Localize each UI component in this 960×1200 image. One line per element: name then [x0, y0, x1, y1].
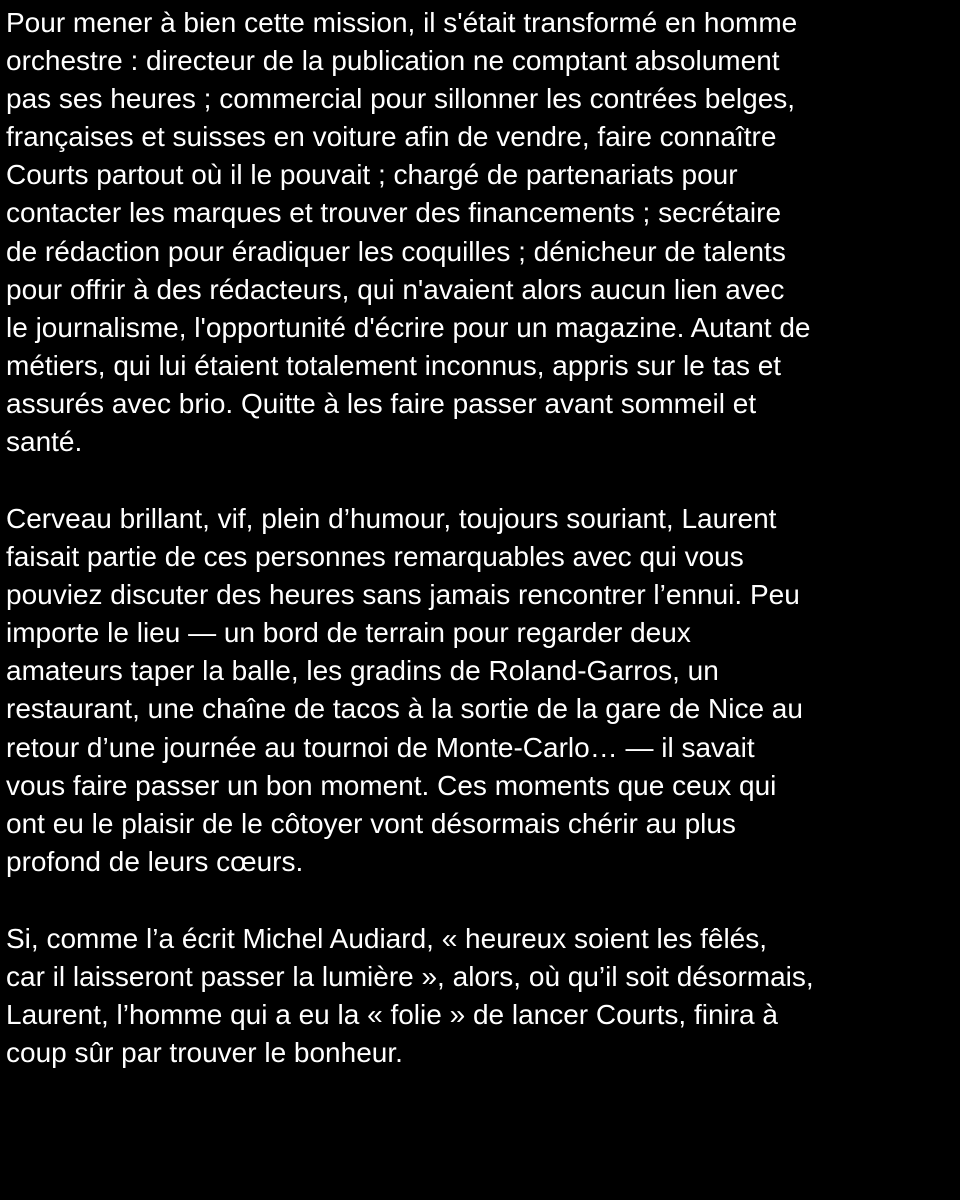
paragraph-mission [6, 4, 960, 461]
text-line: restaurant, une chaîne de tacos à la sortie de la gare de Nice au [6, 693, 803, 725]
text-line: retour d’une journée au tournoi de Monte-Carlo… — il savait [6, 731, 755, 763]
text-line: de rédaction pour éradiquer les coquilles ; dénicheur de talents [6, 235, 786, 267]
text-line: métiers, qui lui étaient totalement inconnus, appris sur le tas et [6, 349, 782, 381]
text-line: faisait partie de ces personnes remarquables avec qui vous [6, 541, 744, 573]
text-line: vous faire passer un bon moment. Ces moments que ceux qui [6, 769, 777, 801]
paragraph-closing [6, 920, 960, 1072]
text-line: orchestre : directeur de la publication ne comptant absolument [6, 45, 780, 77]
text-line: santé. [6, 426, 83, 458]
text-line: amateurs taper la balle, les gradins de Roland-Garros, un [6, 655, 719, 687]
text-line: Si, comme l’a écrit Michel Audiard, « heureux soient les fêlés, [6, 923, 768, 954]
text-line: françaises et suisses en voiture afin de vendre, faire connaître [6, 121, 777, 153]
text-line: profond de leurs cœurs. [6, 845, 304, 877]
text-line: contacter les marques et trouver des financements ; secrétaire [6, 197, 782, 229]
text-line: importe le lieu — un bord de terrain pour regarder deux [6, 617, 691, 649]
text-line: Pour mener à bien cette mission, il s'était transformé en homme [6, 7, 798, 38]
text-line: coup sûr par trouver le bonheur. [6, 1037, 403, 1069]
text-line: car il laisseront passer la lumière », alors, où qu’il soit désormais, [6, 961, 814, 993]
text-line: le journalisme, l'opportunité d'écrire pour un magazine. Autant de [6, 311, 811, 343]
text-line: assurés avec brio. Quitte à les faire passer avant sommeil et [6, 387, 757, 419]
text-line: pouviez discuter des heures sans jamais rencontrer l’ennui. Peu [6, 579, 800, 611]
paragraph-portrait [6, 500, 960, 881]
text-line: Courts partout où il le pouvait ; chargé de partenariats pour [6, 159, 738, 191]
text-line: pas ses heures ; commercial pour sillonner les contrées belges, [6, 83, 796, 115]
text-line: Cerveau brillant, vif, plein d’humour, toujours souriant, Laurent [6, 503, 777, 534]
text-line: pour offrir à des rédacteurs, qui n'avaient alors aucun lien avec [6, 273, 785, 305]
text-line: ont eu le plaisir de le côtoyer vont désormais chérir au plus [6, 807, 736, 839]
text-line: Laurent, l’homme qui a eu la « folie » de lancer Courts, finira à [6, 999, 778, 1031]
